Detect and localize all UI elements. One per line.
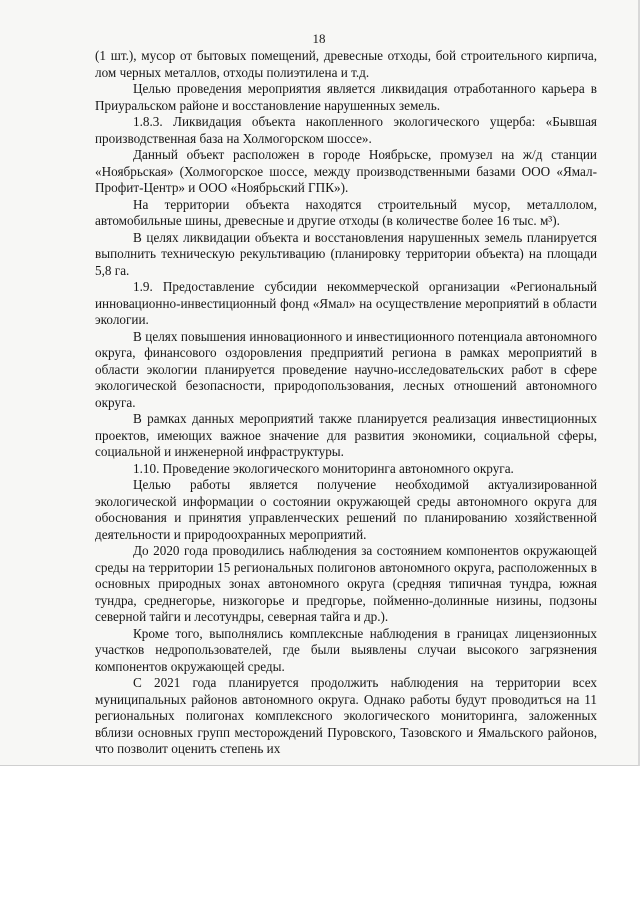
paragraph: В целях повышения инновационного и инвестиционного потенциала автономного округа, финансового оздоровления предприятий региона в рамках мероприятий в области экологии планируется проведение научно-исследовательских работ в сфере экологической безопасности, природопользования, лесных отношений автономного округа.	[95, 328, 597, 410]
paragraph: На территории объекта находятся строительный мусор, металлолом, автомобильные шины, древесные и другие отходы (в количестве более 16 тыс. м³).	[95, 196, 597, 228]
page-number: 18	[312, 31, 326, 46]
paragraph: 1.9. Предоставление субсидии некоммерческой организации «Региональный инновационно-инвестиционный фонд «Ямал» на осуществление мероприятий в области экологии.	[95, 279, 597, 327]
paragraph: В рамках данных мероприятий также планируется реализация инвестиционных проектов, имеющих важное значение для развития экономики, социальной сферы, социальной и инженерной инфраструктуры.	[95, 411, 597, 459]
paragraph: 1.8.3. Ликвидация объекта накопленного экологического ущерба: «Бывшая производственная база на Холмогорском шоссе».	[95, 114, 597, 146]
paragraph: 1.10. Проведение экологического мониторинга автономного округа.	[133, 460, 514, 476]
paragraph: Кроме того, выполнялись комплексные наблюдения в границах лицензионных участков недропользователей, где были выявлены случаи высокого загрязнения компонентов окружающей среды.	[95, 625, 597, 674]
paragraph: (1 шт.), мусор от бытовых помещений, древесные отходы, бой строительного кирпича, лом черных металлов, отходы полиэтилена и т.д.	[95, 48, 597, 80]
paragraph: С 2021 года планируется продолжить наблюдения на территории всех муниципальных районов автономного округа. Однако работы будут проводиться на 11 региональных полигонах комплексного экологического мониторинга, заложенных вблизи основных групп месторождений Пуровского, Тазовского и Ямальского районов, что позволит оценить степень их	[95, 675, 597, 756]
paragraph: В целях ликвидации объекта и восстановления нарушенных земель планируется выполнить техническую рекультивацию (планировку территории объекта) на площади 5,8 га.	[95, 229, 597, 278]
paragraph: До 2020 года проводились наблюдения за состоянием компонентов окружающей среды на территории 15 региональных полигонов автономного округа, расположенных в основных природных зонах автономного округа (средняя типичная тундра, южная тундра, среднегорье, низкогорье и предгорье, пойменно-долинные низины, подзоны северной тайги и лесотундры, северная тайга и др.).	[95, 543, 597, 624]
paragraph: Данный объект расположен в городе Ноябрьске, промузел на ж/д станции «Ноябрьская» (Холмогорское шоссе, между производственными базами ООО «Ямал-Профит-Центр» и ООО «Ноябрьский ГПК»).	[95, 147, 597, 195]
document-body	[95, 48, 597, 758]
paragraph: Целью работы является получение необходимой актуализированной экологической информации о состоянии окружающей среды автономного округа для обоснования и принятия управленческих решений по планированию хозяйственной деятельности и природоохранных мероприятий.	[95, 477, 597, 542]
paragraph: Целью проведения мероприятия является ликвидация отработанного карьера в Приуральском районе и восстановление нарушенных земель.	[95, 81, 597, 113]
